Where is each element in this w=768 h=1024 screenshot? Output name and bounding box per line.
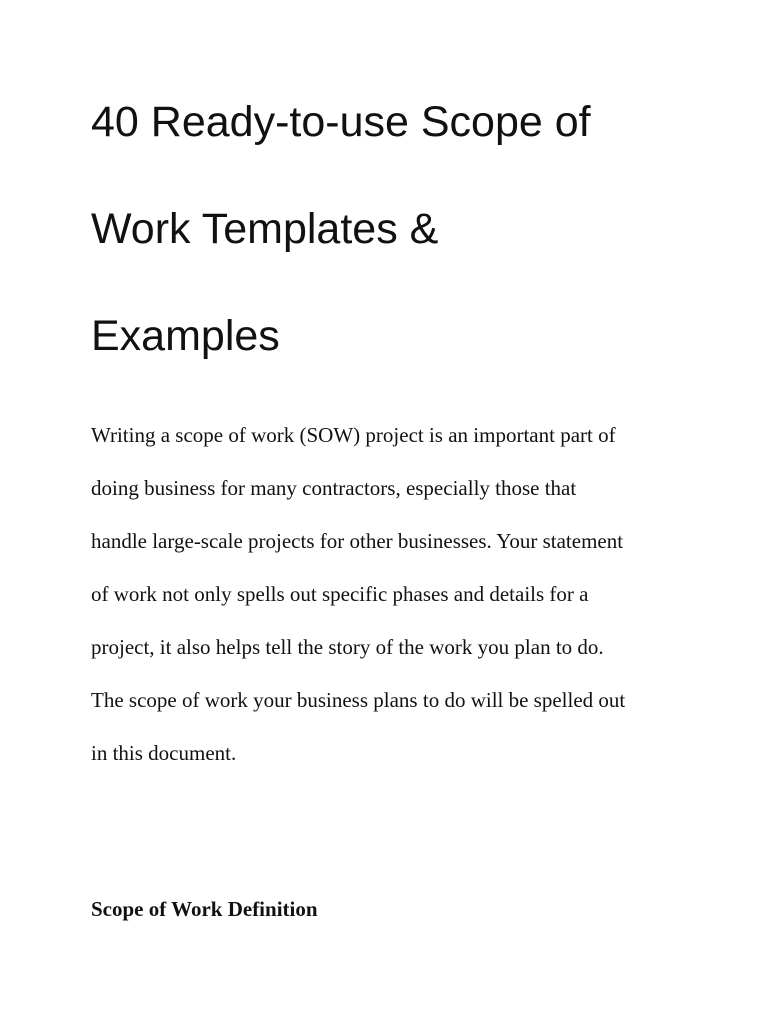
intro-paragraph-line-2: doing business for many contractors, especially those that (91, 476, 577, 500)
intro-paragraph-line-1: Writing a scope of work (SOW) project is an important part of (91, 423, 616, 447)
intro-paragraph-line-3: handle large-scale projects for other businesses. Your statement (91, 529, 624, 553)
document-title-line-2: Work Templates & (91, 205, 439, 253)
intro-paragraph-line-7: in this document. (91, 741, 237, 765)
document-title-line-1: 40 Ready-to-use Scope of (91, 98, 591, 146)
intro-paragraph-line-5: project, it also helps tell the story of the work you plan to do. (91, 635, 604, 659)
intro-paragraph-line-4: of work not only spells out specific phases and details for a (91, 582, 589, 606)
document-title-line-3: Examples (91, 312, 280, 360)
intro-paragraph-line-6: The scope of work your business plans to do will be spelled out (91, 688, 626, 712)
section-heading: Scope of Work Definition (91, 897, 318, 921)
